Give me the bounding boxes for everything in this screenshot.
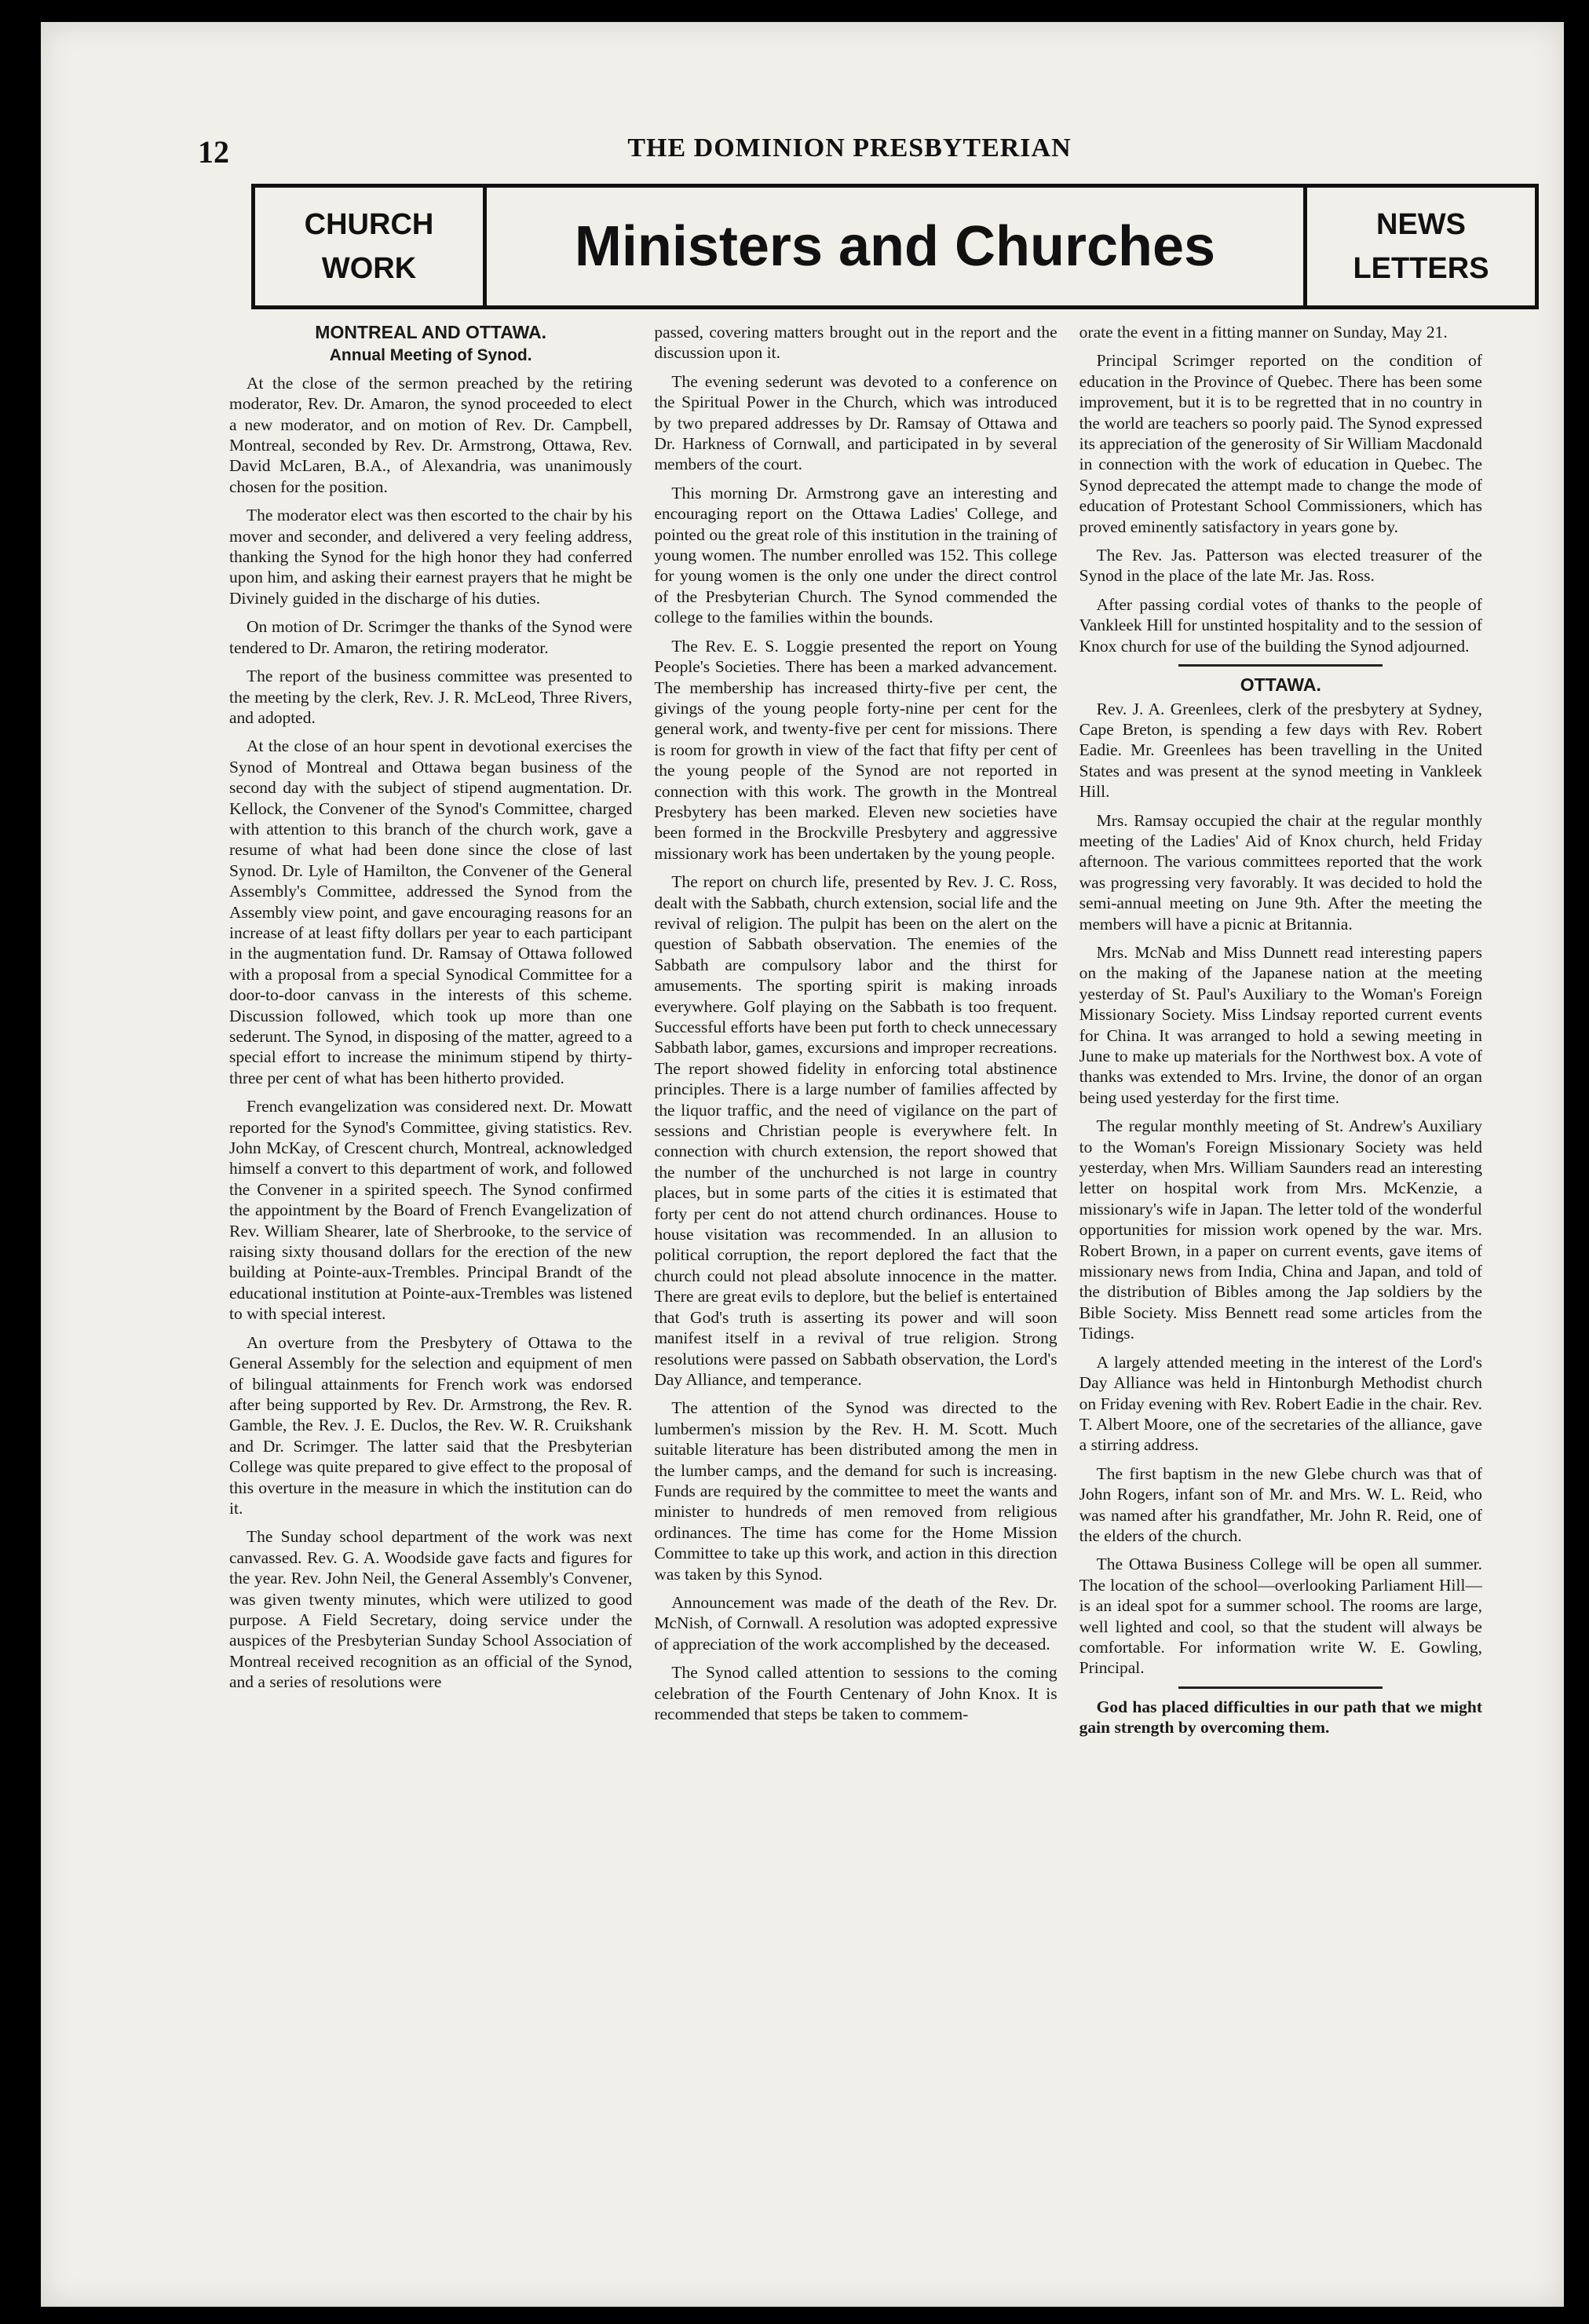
closing-quote: God has placed difficulties in our path that we might gain strength by overcoming them. <box>1079 1697 1482 1738</box>
paragraph: The first baptism in the new Glebe church was that of John Rogers, infant son of Mr. and Mrs. W. L. Reid, who was named after his grandfather, Mr. John R. Reid, one of the elders of the church. <box>1079 1463 1482 1545</box>
banner-right-line2: LETTERS <box>1353 252 1489 285</box>
paragraph: The Synod called attention to sessions to the coming celebration of the Fourth Centenary of John Knox. It is recommended that steps be taken to commem- <box>654 1663 1058 1723</box>
page-header <box>198 133 1501 181</box>
paragraph: The Rev. E. S. Loggie presented the report on Young People's Societies. There has been a marked advancement. The membership has increased thirty-five per cent, the givings of the young people forty-nine per cent for the general work, and twenty-five per cent for missions. There is room for growth in view of the fact that fifty per cent of the young people of the Synod are not reported in connection with this work. The growth in the Montreal Presbytery has been marked. Eleven new societies have been formed in the Brockville Presbytery and aggressive missionary work has been undertaken by the young people. <box>654 636 1058 863</box>
paragraph: After passing cordial votes of thanks to the people of Vankleek Hill for unstinted hospitality and to the session of Knox church for use of the building the Synod adjourned. <box>1079 594 1482 656</box>
paragraph: Announcement was made of the death of the Rev. Dr. McNish, of Cornwall. A resolution was adopted expressive of appreciation of the work accomplished by the deceased. <box>654 1592 1058 1653</box>
paragraph: On motion of Dr. Scrimger the thanks of the Synod were tendered to Dr. Amaron, the retiring moderator. <box>229 617 633 657</box>
paragraph: French evangelization was considered next. Dr. Mowatt reported for the Synod's Committee, giving statistics. Rev. John McKay, of Crescent church, Montreal, acknowledged himself a convert to this department of work, and followed the Convener in a spirited speech. The Synod confirmed the appointment by the Board of French Evangelization of Rev. William Shearer, late of Sherbrooke, to the service of raising sixty thousand dollars for the erection of the new building at Pointe-aux-Trembles. Principal Brandt of the educational institution at Pointe-aux-Trembles was listened to with special interest. <box>229 1097 633 1324</box>
paragraph: The Sunday school department of the work was next canvassed. Rev. G. A. Woodside gave facts and figures for the year. Rev. John Neil, the General Assembly's Convener, was given twenty minutes, which were utilized to good purpose. A Field Secretary, doing service under the auspices of the Presbyterian Sunday School Association of Montreal received recognition as an official of the Synod, and a series of resolutions were <box>229 1527 633 1692</box>
paragraph: The Ottawa Business College will be open all summer. The location of the school—overlooking Parliament Hill—is an ideal spot for a summer school. The rooms are large, well lighted and cool, so that the student will always be comfortable. For information write W. E. Gowling, Principal. <box>1079 1555 1482 1678</box>
banner-left-line2: WORK <box>321 252 417 285</box>
paragraph: Mrs. Ramsay occupied the chair at the regular monthly meeting of the Ladies' Aid of Knox church, held Friday afternoon. The various committees reported that the work was progressing very favorably. It was decided to hold the semi-annual meeting on June 9th. After the meeting the members will have a picnic at Britannia. <box>1079 810 1482 934</box>
paragraph: The Rev. Jas. Patterson was elected treasurer of the Synod in the place of the late Mr. Jas. Ross. <box>1079 546 1482 586</box>
paragraph: The evening sederunt was devoted to a conference on the Spiritual Power in the Church, which was introduced by two prepared addresses by Dr. Ramsay of Ottawa and Dr. Harkness of Cornwall, and participated in by several members of the court. <box>654 371 1058 474</box>
paragraph: The report of the business committee was presented to the meeting by the clerk, Rev. J. R. McLeod, Three Rivers, and adopted. <box>229 667 633 727</box>
ottawa-heading: OTTAWA. <box>1240 674 1321 696</box>
paragraph: An overture from the Presbytery of Ottawa to the General Assembly for the selection and equipment of men of bilingual attainments for French work was endorsed after being supported by Rev. Dr. Armstrong, the Rev. R. Gamble, the Rev. J. E. Duclos, the Rev. W. R. Cruikshank and Dr. Scrimger. The latter said that the Presbyterian College was quite prepared to give effect to the proposal of this overture in the measure in which the institution can do it. <box>229 1332 633 1518</box>
banner-left-box <box>255 188 487 305</box>
closing-divider <box>1178 1686 1383 1689</box>
paragraph: The attention of the Synod was directed to the lumbermen's mission by the Rev. H. M. Scott. Much suitable literature has been distributed among the men in the lumber camps, and the demand for such is increasing. Funds are required by the committee to meet the wants and minister to hundreds of men removed from religious ordinances. The time has come for the Home Mission Committee to take up this work, and action in this direction was taken by this Synod. <box>654 1398 1058 1584</box>
column-1 <box>229 322 632 2222</box>
newspaper-page <box>41 22 1564 2307</box>
paragraph: Mrs. McNab and Miss Dunnett read interesting papers on the making of the Japanese nation at the meeting yesterday of St. Paul's Auxiliary to the Woman's Foreign Missionary Society. Miss Lindsay reported current events for China. It was arranged to hold a sewing meeting in June to make up materials for the Northwest box. A vote of thanks was extended to Mrs. Irvine, the donor of an organ being used yesterday for the first time. <box>1079 942 1482 1107</box>
column-2 <box>654 322 1057 2222</box>
paragraph: Principal Scrimger reported on the condition of education in the Province of Quebec. There has been some improvement, but it is to be regretted that in no country in the world are teachers so poorly paid. The Synod expressed its appreciation of the generosity of Sir William Macdonald in connection with the work of education in Quebec. The Synod deprecated the attempt made to change the mode of education of Protestant School Commissioners, which has proved eminently satisfactory in years gone by. <box>1079 351 1482 536</box>
paragraph: passed, covering matters brought out in the report and the discussion upon it. <box>654 323 1058 363</box>
article-columns <box>229 322 1482 2222</box>
paragraph: The regular monthly meeting of St. Andrew's Auxiliary to the Woman's Foreign Missionary Society was held yesterday, when Mrs. William Saunders read an interesting letter on hospital work from Mrs. McKenzie, a missionary's wife in Japan. The letter told of the wonderful opportunities for mission work opened by the war. Mrs. Robert Brown, in a paper on current events, gave items of missionary news from India, China and Japan, and told of the distribution of Bibles among the Jap soldiers by the Bible Society. Miss Bennett read some articles from the Tidings. <box>1079 1116 1482 1343</box>
paragraph: The report on church life, presented by Rev. J. C. Ross, dealt with the Sabbath, church extension, social life and the revival of religion. The pulpit has been on the alert on the question of Sabbath observation. The enemies of the Sabbath are compulsory labor and the thirst for amusements. The sporting spirit is making inroads everywhere. Golf playing on the Sabbath is too frequent. Successful efforts have been put forth to check unnecessary Sabbath labor, games, excursions and improper recreations. The report showed fidelity in enforcing total abstinence principles. There is a large number of families affected by the liquor traffic, and the need of vigilance on the part of sessions and Christian people is everywhere felt. In connection with church extension, the report showed that the number of the unchurched is not large in country places, but in some parts of the cities it is estimated that forty per cent do not attend church ordinances. House to house visitation was recommended. In an allusion to political corruption, the report deplored the fact that the church could not plead absolute innocence in the matter. There are great evils to deplore, but the belief is entertained that God's truth is asserting its power and will soon manifest itself in a revival of true religion. Strong resolutions were passed on Sabbath observation, the Lord's Day Alliance, and temperance. <box>654 872 1058 1389</box>
section-banner <box>251 184 1539 309</box>
paragraph: A largely attended meeting in the interest of the Lord's Day Alliance was held in Hintonburgh Methodist church on Friday evening with Rev. Robert Eadie in the chair. Rev. T. Albert Moore, one of the secretaries of the alliance, gave a stirring address. <box>1079 1352 1482 1455</box>
paragraph: orate the event in a fitting manner on Sunday, May 21. <box>1079 323 1448 342</box>
paragraph: At the close of the sermon preached by the retiring moderator, Rev. Dr. Amaron, the synod proceeded to elect a new moderator, and on motion of Rev. Dr. Campbell, Montreal, seconded by Rev. Dr. Armstrong, Ottawa, Rev. David McLaren, B.A., of Alexandria, was unanimously chosen for the position. <box>229 373 633 496</box>
paragraph: Rev. J. A. Greenlees, clerk of the presbytery at Sydney, Cape Breton, is spending a few days with Rev. Robert Eadie. Mr. Greenlees has been travelling in the United States and was present at the synod meeting in Vankleek Hill. <box>1079 699 1482 802</box>
page-number: 12 <box>198 134 229 170</box>
banner-left-line1: CHURCH <box>304 208 434 241</box>
article-subheading: Annual Meeting of Synod. <box>329 346 532 365</box>
banner-right-box <box>1303 188 1535 305</box>
paragraph: This morning Dr. Armstrong gave an interesting and encouraging report on the Ottawa Ladies' College, and pointed ou the great role of this institution in the training of young women. The number enrolled was 152. This college for young women is the only one under the direct control of the Presbyterian Church. The Synod commended the college to the families within the bounds. <box>654 483 1058 627</box>
journal-title: THE DOMINION PRESBYTERIAN <box>627 133 1072 163</box>
column-3 <box>1079 322 1482 2222</box>
banner-right-line1: NEWS <box>1376 208 1466 241</box>
paragraph: The moderator elect was then escorted to the chair by his mover and seconder, and delivered a very feeling address, thanking the Synod for the high honor they had conferred upon him, and asking their earnest prayers that he might be Divinely guided in the discharge of his duties. <box>229 506 633 608</box>
section-divider <box>1178 664 1383 667</box>
article-heading: MONTREAL AND OTTAWA. <box>315 322 547 342</box>
section-title: Ministers and Churches <box>574 215 1216 278</box>
paragraph: At the close of an hour spent in devotional exercises the Synod of Montreal and Ottawa began business of the second day with the subject of stipend augmentation. Dr. Kellock, the Convener of the Synod's Committee, charged with attention to this branch of the church work, gave a resume of what had been done since the close of last Synod. Dr. Lyle of Hamilton, the Convener of the General Assembly's Committee, addressed the Synod from the Assembly view point, and gave encouraging reasons for an increase of at least fifty dollars per year to each participant in the augmentation fund. Dr. Ramsay of Ottawa followed with a proposal from a special Synodical Committee for a door-to-door canvass in the interests of this scheme. Discussion followed, which took up more than one sederunt. The Synod, in disposing of the matter, agreed to a special effort to increase the minimum stipend by thirty-three per cent of what has been hitherto provided. <box>229 736 633 1087</box>
